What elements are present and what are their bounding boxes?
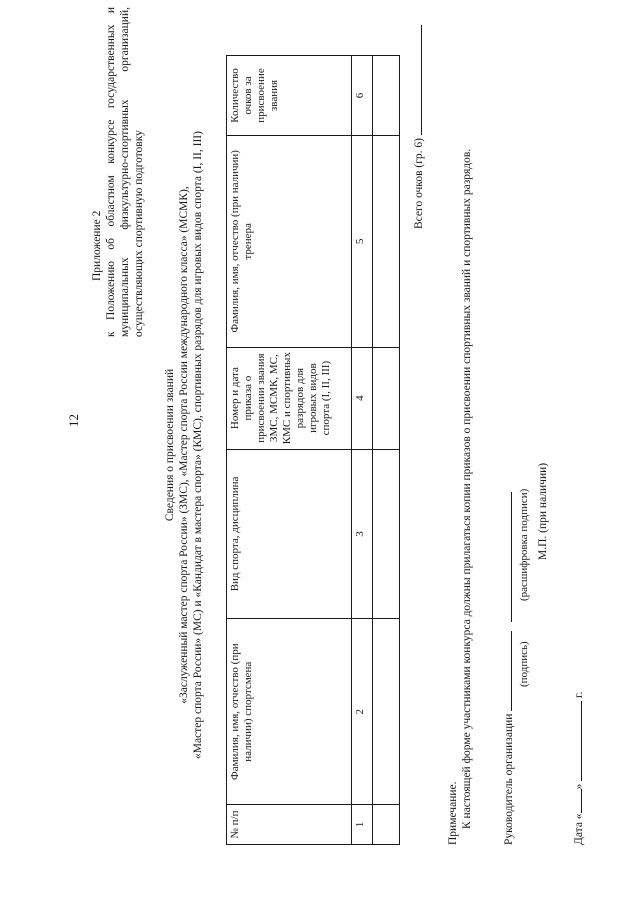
stamp-place: М.П. (при наличии) [537, 462, 549, 560]
column-number-4: 4 [352, 347, 373, 449]
signature-decode-caption: (расшифровка подписи) [518, 488, 530, 601]
awards-table [226, 55, 400, 845]
table-row-empty [373, 56, 400, 845]
date-year-suffix: г. [573, 691, 585, 698]
column-number-3: 3 [352, 449, 373, 619]
column-number-5: 5 [352, 136, 373, 348]
signature-caption: (подпись) [518, 641, 530, 687]
signature-line [500, 631, 512, 711]
date-day-line [570, 789, 582, 813]
appendix-block [90, 7, 146, 337]
table-cell [373, 347, 400, 449]
table-cell [373, 805, 400, 845]
heading-line-3: «Мастер спорта России» (МС) и «Кандидат в мастера спорта» (КМС), спортивных разрядов для игровых видов спорта (I, II, III) [192, 131, 204, 759]
date-quote-close: » [573, 783, 585, 790]
note-block [446, 55, 474, 845]
note-title: Примечание. [447, 781, 459, 845]
page-number: 12 [66, 414, 81, 427]
date-label: Дата « [573, 813, 585, 845]
document-heading [163, 75, 205, 815]
table-number-row [352, 56, 373, 845]
signature-block [500, 492, 516, 845]
header-athlete: Фамилия, имя, отчество (при наличии) спортсмена [227, 619, 352, 805]
table-cell [373, 619, 400, 805]
header-coach: Фамилия, имя, отчество (при наличии) тренера [227, 136, 352, 348]
column-number-1: 1 [352, 805, 373, 845]
total-points [410, 25, 425, 229]
note-text: К настоящей форме участниками конкурса должны прилагаться копии приказов о присвоении спортивных званий и спортивных разрядов. [461, 148, 473, 829]
heading-line-1: Сведения о присвоении званий [164, 368, 176, 522]
column-number-2: 2 [352, 619, 373, 805]
header-points: Количество очков за присвоение звания [227, 56, 352, 136]
signature-decode-line [500, 492, 512, 622]
header-number: № п/п [227, 805, 352, 845]
header-sport: Вид спорта, дисциплина [227, 449, 352, 619]
column-number-6: 6 [352, 56, 373, 136]
heading-line-2: «Заслуженный мастер спорта России» (ЗМС), «Мастер спорта России международного класса» (МСМК), [178, 186, 190, 704]
table-cell [373, 136, 400, 348]
appendix-text: к Положению об областном конкурсе государственных и муниципальных физкультурно-спортивных организаций, осуществляющих спортивную подготовку [105, 7, 145, 337]
table-header-row [227, 56, 352, 845]
appendix-title: Приложение 2 [91, 210, 103, 281]
table-cell [373, 56, 400, 136]
total-points-line [410, 25, 422, 135]
signature-label: Руководитель организации [503, 713, 515, 845]
table-cell [373, 449, 400, 619]
header-order: Номер и дата приказа о присвоении звания ЗМС, МСМК, МС, КМС и спортивных разрядов для игровых видов спорта (I, II, III) [227, 347, 352, 449]
total-points-label: Всего очков (гр. 6) [413, 138, 425, 229]
date-month-line [570, 701, 582, 781]
date-line [570, 692, 585, 845]
